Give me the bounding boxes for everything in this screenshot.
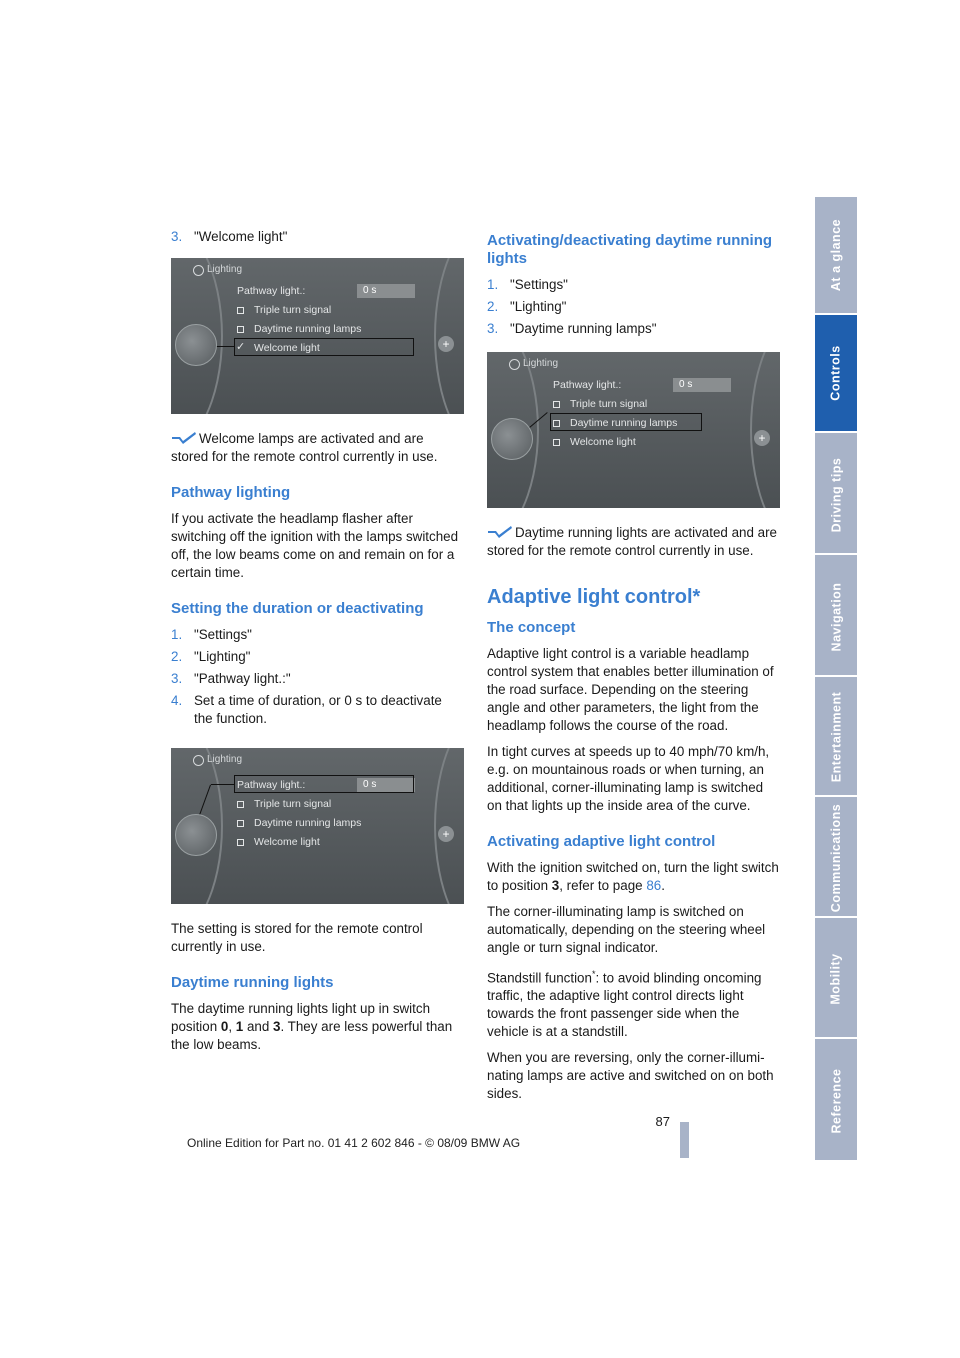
step-text: "Lighting" [194,649,251,664]
highlight-box [550,413,702,431]
paragraph-text: . [661,878,665,893]
step-number: 1. [171,627,183,642]
tab-entertainment[interactable] [815,679,857,797]
drl-step [487,276,780,294]
right-column [487,230,780,1111]
pathway-value: 0 s [673,378,731,392]
menu-item [237,817,361,829]
highlight-box [234,338,414,356]
drl-note-text: Daytime running lights are activated and are stored for the remote control currently in use. [487,525,778,558]
welcome-note-text: Welcome lamps are activated and are stored for the remote control currently in use. [171,431,438,464]
position-value: 1 [235,1019,244,1034]
tab-label: Mobility [829,953,843,1005]
plus-icon: + [754,430,770,446]
drl-step [487,298,780,316]
screenshot-pathway-light [171,748,464,904]
position-value: 3 [273,1019,281,1034]
tab-label: Reference [829,1068,844,1134]
menu-item-label: Daytime running lamps [570,417,678,429]
menu-item [237,323,361,335]
drl-text: . They are less powerful than the low beams. [171,1019,453,1052]
tab-label: At a glance [829,218,843,292]
menu-item-label: Daytime running lamps [254,817,362,829]
step-text: "Daytime running lamps" [510,321,657,336]
screen-title: Lighting [207,264,243,275]
tab-label: Communications [829,803,843,913]
screen-title: Lighting [523,358,559,369]
step-number: 2. [171,649,183,664]
optional-star: * [591,969,596,979]
tab-communications[interactable] [815,800,857,918]
paragraph-text: , refer to page [559,878,647,893]
position-value: 0 [220,1019,229,1034]
callout-line [211,784,235,785]
standstill-paragraph [487,965,780,1041]
step-number: 1. [487,277,499,292]
step-number: 3. [171,229,183,244]
plus-icon: + [438,336,454,352]
checkbox-icon [553,439,560,446]
step-text: "Settings" [194,627,252,642]
step-text: "Pathway light.:" [194,671,291,686]
step-number: 2. [487,299,499,314]
step-text: "Welcome light" [194,229,288,244]
checkbox-icon [237,820,244,827]
step-text: Set a time of duration, or 0 s to deactivate the function. [194,693,442,726]
pathway-value: 0 s [357,778,415,792]
screenshot-daytime-running-lamps [487,352,780,508]
duration-step [171,692,464,728]
duration-step [171,648,464,666]
chapter-tabs [815,197,857,1160]
step-number: 3. [171,671,183,686]
menu-item [237,798,331,810]
position-value: 3 [551,878,560,893]
activating-paragraph [487,859,780,895]
page-marker-bar [680,1122,689,1158]
tab-label: Controls [829,345,844,401]
step-text: "Settings" [510,277,568,292]
drl-text: The daytime running lights light up in switch position [171,1001,431,1034]
menu-item [237,304,331,316]
reversing-paragraph: When you are reversing, only the corner-illumi-nating lamps are active and switched on on both sides. [487,1050,774,1102]
step-welcome-light [171,228,464,246]
drl-note [487,524,780,560]
checkbox-icon [237,326,244,333]
check-badge-icon [487,525,513,538]
pathway-row [553,379,621,391]
pathway-label: Pathway light.: [237,779,306,791]
welcome-note [171,430,464,466]
screenshot-welcome-light [171,258,464,414]
menu-item-label: Triple turn signal [254,304,332,316]
highlight-box [234,775,414,793]
tab-controls[interactable] [815,315,857,433]
page-number: 87 [655,1114,670,1129]
drl-step [487,320,780,338]
pathway-label: Pathway light.: [237,285,306,297]
heading-activating-alc: Activating adaptive light control [487,833,716,850]
tab-at-a-glance[interactable] [815,197,857,315]
menu-item-label: Welcome light [254,836,320,848]
screen-title: Lighting [207,754,243,765]
pathway-body: If you activate the headlamp flasher after switching off the ignition with the lamps switched off, the low beams come on and remain on for a certain time. [171,511,459,580]
lighting-icon [193,265,204,276]
tab-label: Driving tips [829,457,844,533]
controller-knob [175,324,217,366]
tab-driving-tips[interactable] [815,437,857,555]
footer-edition: Online Edition for Part no. 01 41 2 602 846 - © 08/09 BMW AG [187,1136,521,1150]
concept-paragraph: In tight curves at speeds up to 40 mph/70 km/h, e.g. on mountainous roads or when turning, an additional, corner-illuminating lamp is switched on that lights up the inside area of the curve. [487,744,770,813]
checkbox-icon [553,401,560,408]
heading-the-concept: The concept [487,619,576,636]
duration-step [171,626,464,644]
tab-mobility[interactable] [815,921,857,1039]
paragraph-text: : to avoid blinding oncoming traffic, the adaptive light control directs light towards the front passenger side when the vehicle is at a standstill. [487,970,762,1040]
heading-setting-duration: Setting the duration or deactivating [171,600,424,617]
concept-paragraph: Adaptive light control is a variable headlamp control system that enables better illumination of the road surface. Depending on the steering angle and other parameters, the light from the headlamp follows the course of the road. [487,646,774,733]
step-number: 3. [487,321,499,336]
pathway-value: 0 s [357,284,415,298]
menu-item-label: Triple turn signal [570,398,648,410]
controller-knob [175,814,217,856]
menu-item-label: Welcome light [570,436,636,448]
step-number: 4. [171,693,183,708]
pathway-row [237,285,305,297]
menu-item-label: Daytime running lamps [254,323,362,335]
pathway-label: Pathway light.: [553,379,622,391]
paragraph-text: Standstill function [487,970,592,986]
menu-item-label: Triple turn signal [254,798,332,810]
heading-activating-drl: Activating/deactivating daytime running lights [487,232,773,267]
step-text: "Lighting" [510,299,567,314]
heading-daytime-running-lights: Daytime running lights [171,974,334,991]
drl-text: , [228,1019,236,1034]
left-column [171,228,464,1062]
menu-item-label: Welcome light [254,342,320,354]
heading-adaptive-light-control: Adaptive light control* [487,586,701,608]
heading-pathway-lighting: Pathway lighting [171,484,291,501]
checkbox-icon [237,839,244,846]
checkbox-icon [237,801,244,808]
duration-step [171,670,464,688]
lighting-icon [193,755,204,766]
stored-note: The setting is stored for the remote control currently in use. [171,921,423,954]
menu-item [553,398,647,410]
menu-item [237,836,320,848]
tab-reference[interactable] [815,1042,857,1160]
controller-knob [491,418,533,460]
tab-navigation[interactable] [815,559,857,677]
check-badge-icon [171,431,197,444]
checkbox-icon [237,307,244,314]
tab-label: Entertainment [829,691,844,783]
tab-label: Navigation [829,582,843,652]
lighting-icon [509,359,520,370]
drl-body [171,1000,464,1054]
activating-paragraph: The corner-illuminating lamp is switched on automatically, depending on the steering wheel angle or turn signal indicator. [487,904,766,955]
drl-text: and [243,1019,274,1034]
menu-item [553,436,636,448]
plus-icon: + [438,826,454,842]
page-link[interactable]: 86 [646,878,662,893]
paragraph-text: With the ignition switched on, turn the light switch to position [487,860,779,893]
